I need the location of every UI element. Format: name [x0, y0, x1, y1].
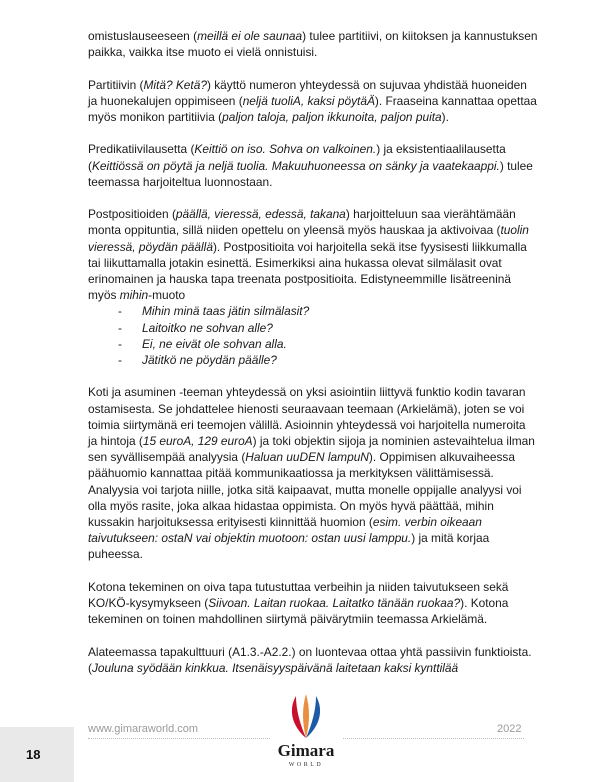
text: Postpositioiden (: [88, 207, 176, 222]
text: ). Kotona tekeminen on toinen mahdollinen siirtymä päivärytmiin teemassa Arkielämä.: [88, 596, 509, 627]
text: Predikatiivilausetta (: [88, 142, 195, 157]
list-item: [118, 303, 538, 319]
list-item-text: Mihin minä taas jätin silmälasit?: [142, 304, 310, 319]
logo-subtitle: WORLD: [288, 762, 324, 768]
document-body: [88, 28, 538, 692]
list-item-text: Laitoitko ne sohvan alle?: [142, 320, 273, 335]
example-sentence-list: [88, 303, 538, 368]
dash-bullet: -: [118, 304, 122, 319]
logo-name: Gimara: [277, 741, 335, 760]
footer-year: 2022: [497, 723, 522, 735]
text: ) harjoitteluun saa vierähtämään monta oppituntia, sillä niiden opettelu on yleensä myös hauskaa ja aktivoivaa (: [88, 207, 516, 238]
italic-example: Mitä? Ketä?: [143, 77, 207, 92]
text: ) käyttö numeron yhteydessä on sujuvaa yhdistää huoneiden ja huonekalujen oppimiseen (: [88, 77, 527, 108]
italic-example: neljä tuoliA, kaksi pöytäÄ: [242, 93, 375, 108]
italic-example: tuolin vieressä, pöydän päällä: [88, 223, 529, 254]
text: ) ja mitä korjaa puheessa.: [88, 531, 490, 562]
paragraph-home-shopping: [88, 384, 538, 562]
page-number: 18: [26, 747, 41, 762]
list-item-text: Ei, ne eivät ole sohvan alla.: [142, 336, 287, 351]
text: ) tulee teemassa harjoiteltua luonnostaan.: [88, 158, 533, 189]
italic-example: meillä ei ole saunaa: [197, 29, 303, 43]
italic-example: päällä, vieressä, edessä, takana: [175, 207, 346, 222]
italic-example: mihin: [119, 288, 149, 303]
text: ) tulee partitiivi, on kiitoksen ja kannustuksen paikka, vaikka itse muoto ei vielä onnistuisi.: [88, 29, 538, 60]
text: -muoto: [148, 288, 186, 303]
text: Partitiivin (: [88, 77, 144, 92]
logo-swoosh-orange: [303, 694, 309, 738]
list-item-text: Jätitkö ne pöydän päälle?: [142, 353, 277, 368]
text: ). Postpositioita voi harjoitella sekä itse fyysisesti liikkumalla tai liikuttamalla jotakin esinettä. Esimerkiksi aina hukassa olevat silmälasit ovat erinomainen ja hauska tapa treenata postpositioita. Edistyneemmille lisätreeninä myös: [88, 239, 527, 303]
gimara-world-logo: [270, 688, 342, 782]
italic-example: Haluan uuDEN lampuN: [245, 450, 369, 465]
text: Koti ja asuminen -teeman yhteydessä on yksi asiointiin liittyvä funktio kodin tavaran ostamisesta. Se johdattelee hienosti seuraavaan teemaan (Arkielämä), joten se voi toimia siirtymänä eri teemojen välillä. Asioinnin yhteydessä voi harjoitella numeroita ja hintoja (: [88, 385, 526, 449]
text: ).: [441, 110, 449, 124]
dash-bullet: -: [118, 320, 122, 335]
list-item: [118, 336, 538, 352]
paragraph-customs: [88, 644, 538, 676]
text: ) ja eksistentiaalilausetta (: [88, 142, 506, 173]
text: ) ja toki objektin sijoja ja nominien astevaihtelua ilman sen syvällisempää analyysia (: [88, 434, 535, 465]
dash-bullet: -: [118, 353, 122, 368]
text: ). Fraaseina kannattaa opettaa myös monikon partitiivia (: [88, 93, 537, 124]
footer-website-url[interactable]: www.gimaraworld.com: [88, 723, 199, 735]
text: ). Oppimisen alkuvaiheessa päähuomio kannattaa pitää kommunikaatiossa ja merkityksen välittämisessä. Analyysia voi tarjota niille, jotka sitä kaipaavat, mutta monelle oppijalle analyysi voi olla myös rasite, joka alkaa hidastaa oppimista. On myös hyvä päättää, mihin kussakin harjoituksessa erityisesti kiinnittää huomion (: [88, 450, 522, 530]
italic-example: esim. verbin oikeaan taivutukseen: ostaN vai objektin muotoon: ostan uusi lamppu.: [88, 515, 482, 546]
italic-example: Siivoan. Laitan ruokaa. Laitatko tänään ruokaa?: [208, 596, 461, 611]
text: Kotona tekeminen on oiva tapa tutustuttaa verbeihin ja niiden taivutukseen sekä KO/KÖ-kysymykseen (: [88, 579, 509, 611]
dash-bullet: -: [118, 336, 122, 351]
italic-example: Jouluna syödään kinkkua. Itsenäisyyspäivänä laitetaan kaksi kynttilää: [91, 660, 459, 675]
paragraph-predicative-clause: [88, 141, 538, 190]
italic-example: 15 euroA, 129 euroA: [142, 434, 253, 449]
page-number-tab: [0, 727, 74, 782]
list-item: [118, 352, 538, 368]
text: Alateemassa tapakulttuuri (A1.3.-A2.2.) on luontevaa ottaa yhtä passiivin funktioista. (: [88, 644, 532, 675]
italic-example: Keittiö on iso. Sohva on valkoinen.: [194, 142, 377, 157]
paragraph-home-activities: [88, 579, 538, 628]
italic-example: paljon taloja, paljon ikkunoita, paljon puita: [222, 110, 442, 124]
logo-swoosh-icon: [282, 692, 330, 742]
paragraph-partitive-possession: [88, 28, 538, 60]
list-item: [118, 320, 538, 336]
paragraph-partitive-numerals: [88, 77, 538, 126]
text: omistuslauseeseen (: [88, 29, 198, 43]
italic-example: Keittiössä on pöytä ja neljä tuolia. Makuuhuoneessa on sänky ja vaatekaappi.: [91, 158, 500, 173]
paragraph-postpositions: [88, 206, 538, 303]
